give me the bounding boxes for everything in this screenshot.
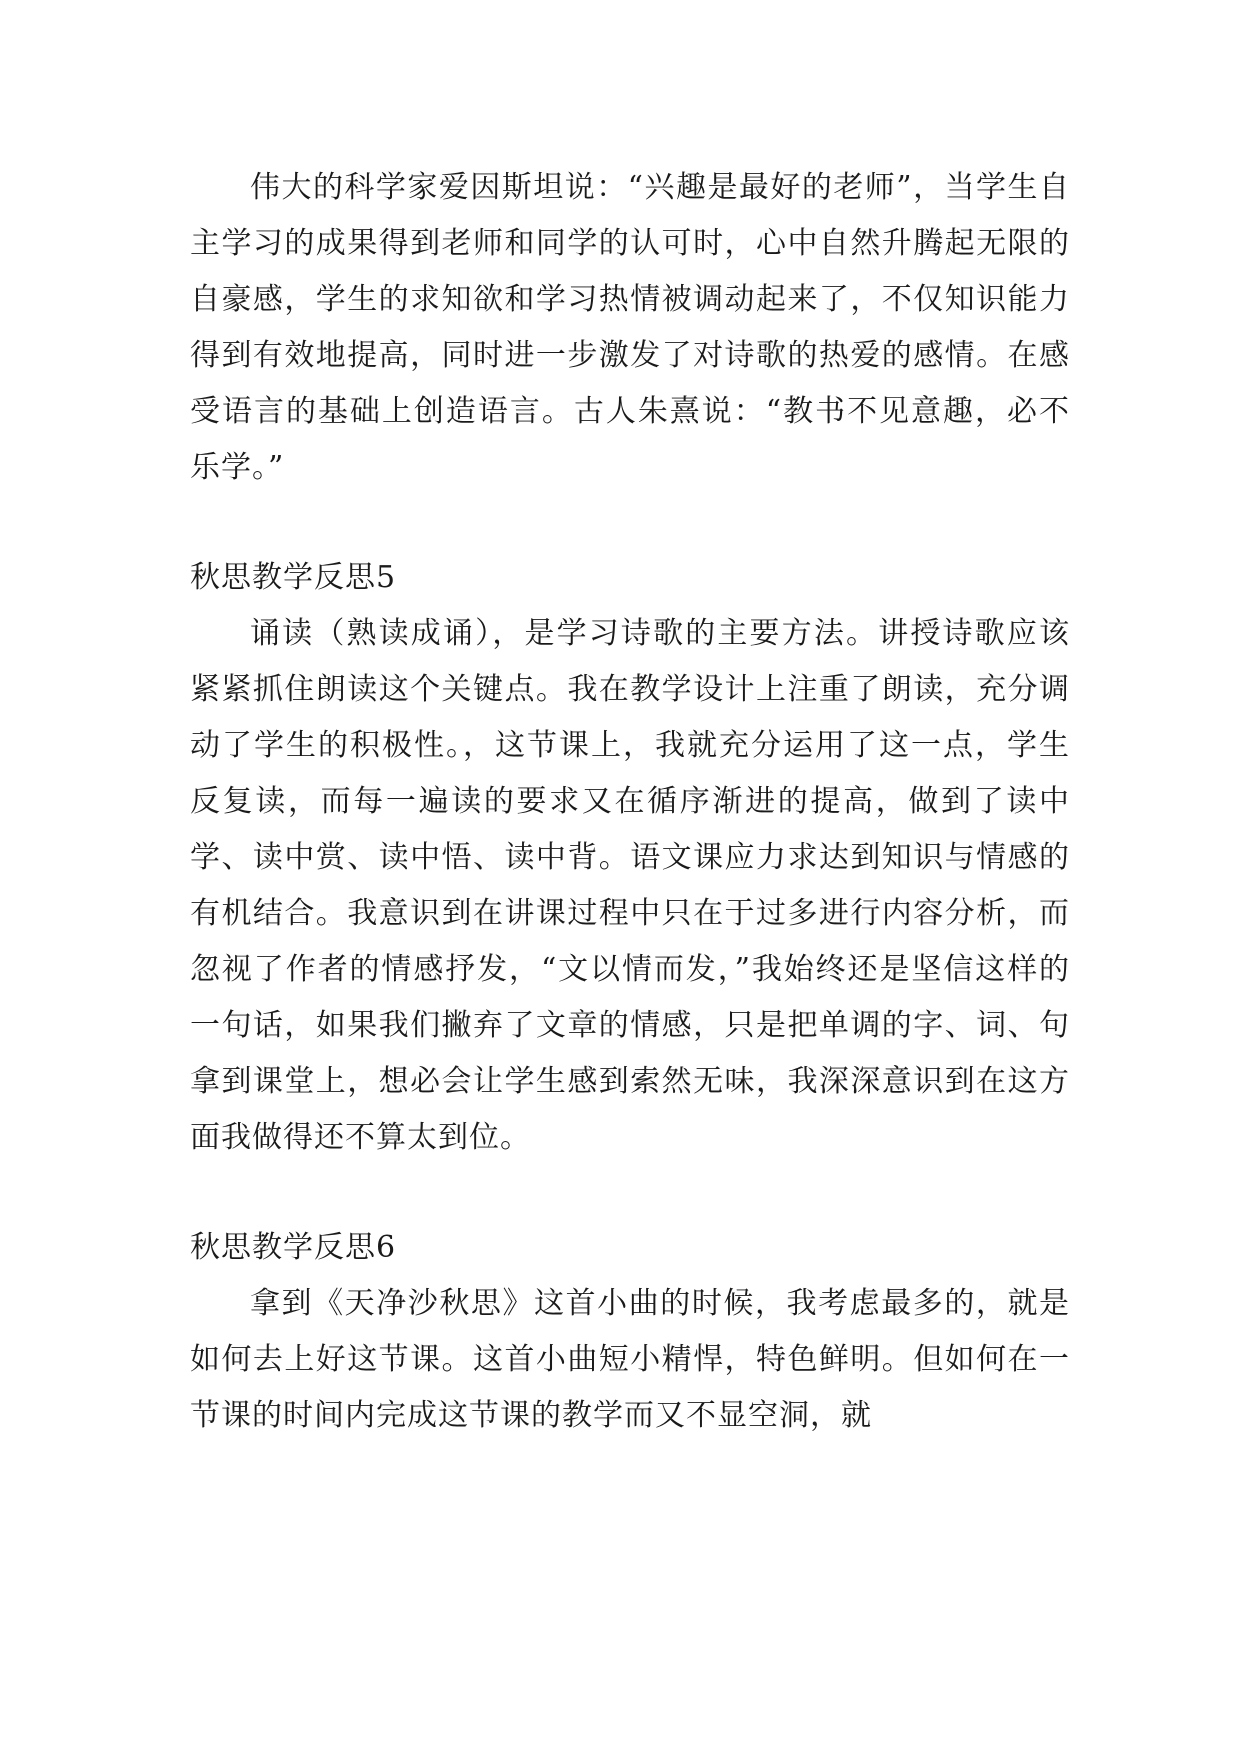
paragraph-reflection-5: 诵读（熟读成诵），是学习诗歌的主要方法。讲授诗歌应该紧紧抓住朗读这个关键点。我在教学设计上注重了朗读，充分调动了学生的积极性。，这节课上，我就充分运用了这一点，学生反复读，而每一遍读的要求又在循序渐进的提高，做到了读中学、读中赏、读中悟、读中背。语文课应力求达到知识与情感的有机结合。我意识到在讲课过程中只在于过多进行内容分析，而忽视了作者的情感抒发，“文以情而发，”我始终还是坚信这样的一句话，如果我们撇弃了文章的情感，只是把单调的字、词、句拿到课堂上，想必会让学生感到索然无味，我深深意识到在这方面我做得还不算太到位。 <box>190 616 1070 1155</box>
section-heading-5: 秋思教学反思5 <box>190 560 397 595</box>
document-page <box>190 160 1070 1444</box>
paragraph-reflection-6: 拿到《天净沙秋思》这首小曲的时候，我考虑最多的，就是如何去上好这节课。这首小曲短小精悍，特色鲜明。但如何在一节课的时间内完成这节课的教学而又不显空洞，就 <box>190 1286 1070 1433</box>
section-heading-6: 秋思教学反思6 <box>190 1230 397 1265</box>
paragraph-einstein-quote: 伟大的科学家爱因斯坦说：“兴趣是最好的老师”，当学生自主学习的成果得到老师和同学的认可时，心中自然升腾起无限的自豪感，学生的求知欲和学习热情被调动起来了，不仅知识能力得到有效地提高，同时进一步激发了对诗歌的热爱的感情。在感受语言的基础上创造语言。古人朱熹说：“教书不见意趣，必不乐学。” <box>190 170 1070 485</box>
